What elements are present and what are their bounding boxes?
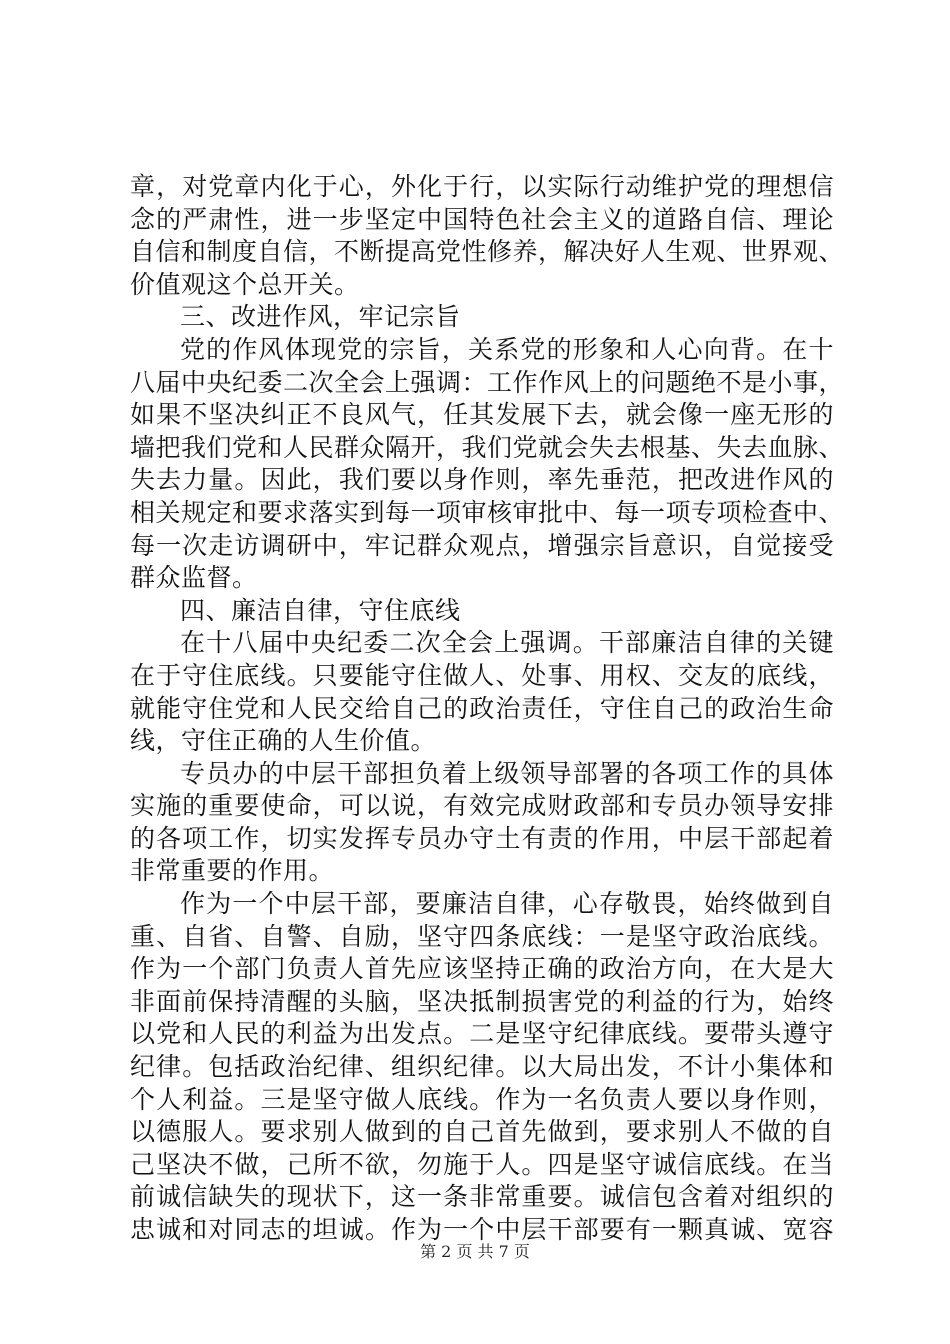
text-line: 非面前保持清醒的头脑，坚决抵制损害党的利益的行为，始终 — [130, 986, 834, 1016]
text-line: 墙把我们党和人民群众隔开，我们党就会失去根基、失去血脉、 — [130, 432, 845, 462]
text-line: 每一次走访调研中，牢记群众观点，增强宗旨意识，自觉接受 — [130, 530, 834, 560]
text-line: 作为一个中层干部，要廉洁自律，心存敬畏，始终做到自 — [180, 889, 834, 919]
text-line: 非常重要的作用。 — [130, 856, 335, 886]
text-line: 就能守住党和人民交给自己的政治责任，守住自己的政治生命 — [130, 693, 834, 723]
text-line: 前诚信缺失的现状下，这一条非常重要。诚信包含着对组织的 — [130, 1182, 834, 1212]
text-line: 群众监督。 — [130, 563, 258, 593]
text-line: 己坚决不做，己所不欲，勿施于人。四是坚守诚信底线。在当 — [130, 1149, 834, 1179]
text-line: 实施的重要使命，可以说，有效完成财政部和专员办领导安排 — [130, 791, 834, 821]
text-line: 在于守住底线。只要能守住做人、处事、用权、交友的底线， — [130, 660, 834, 690]
document-body — [130, 171, 845, 1247]
text-line: 自信和制度自信，不断提高党性修养，解决好人生观、世界观、 — [130, 237, 845, 267]
text-line: 作为一个部门负责人首先应该坚持正确的政治方向，在大是大 — [130, 954, 834, 984]
text-line: 念的严肃性，进一步坚定中国特色社会主义的道路自信、理论 — [130, 204, 834, 234]
text-line: 如果不坚决纠正不良风气，任其发展下去，就会像一座无形的 — [130, 400, 834, 430]
text-line: 忠诚和对同志的坦诚。作为一个中层干部要有一颗真诚、宽容 — [130, 1215, 834, 1244]
text-line: 的各项工作，切实发挥专员办守土有责的作用，中层干部起着 — [130, 823, 834, 853]
text-line: 在十八届中央纪委二次全会上强调。干部廉洁自律的关键 — [180, 628, 834, 658]
text-line: 八届中央纪委二次全会上强调：工作作风上的问题绝不是小事， — [130, 367, 845, 397]
text-line: 失去力量。因此，我们要以身作则，率先垂范，把改进作风的 — [130, 465, 834, 495]
text-line: 相关规定和要求落实到每一项审核审批中、每一项专项检查中、 — [130, 497, 845, 527]
text-line: 价值观这个总开关。 — [130, 269, 360, 299]
text-line: 以德服人。要求别人做到的自己首先做到，要求别人不做的自 — [130, 1117, 834, 1147]
text-line: 重、自省、自警、自励，坚守四条底线：一是坚守政治底线。 — [130, 921, 834, 951]
text-line: 专员办的中层干部担负着上级领导部署的各项工作的具体 — [180, 758, 834, 788]
text-line: 章，对党章内化于心，外化于行，以实际行动维护党的理想信 — [130, 172, 834, 201]
section-heading: 三、改进作风，牢记宗旨 — [180, 302, 461, 332]
page-number-footer: 第 2 页 共 7 页 — [420, 1242, 530, 1261]
text-line: 线，守住正确的人生价值。 — [130, 726, 437, 756]
text-line: 个人利益。三是坚守做人底线。作为一名负责人要以身作则， — [130, 1084, 834, 1114]
text-line: 纪律。包括政治纪律、组织纪律。以大局出发，不计小集体和 — [130, 1052, 834, 1082]
section-heading: 四、廉洁自律，守住底线 — [180, 595, 461, 625]
text-line: 党的作风体现党的宗旨，关系党的形象和人心向背。在十 — [180, 334, 834, 364]
text-line: 以党和人民的利益为出发点。二是坚守纪律底线。要带头遵守 — [130, 1019, 834, 1049]
